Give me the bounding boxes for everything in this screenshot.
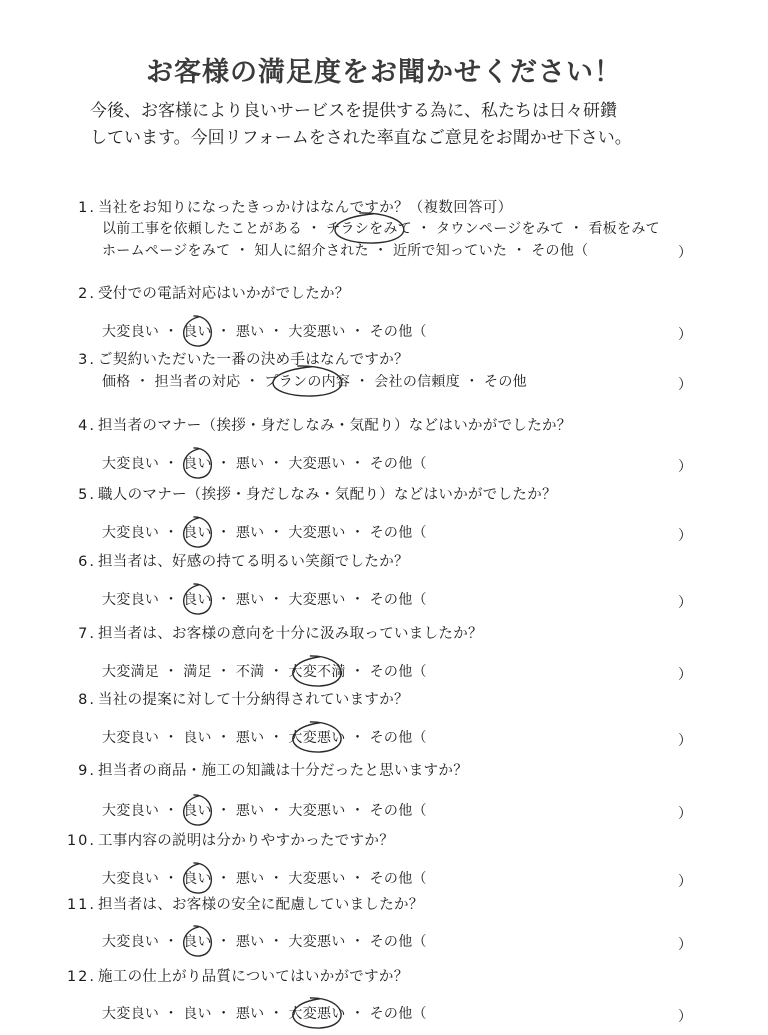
option-separator: ・ <box>164 803 179 819</box>
paren-close: ） <box>678 806 692 822</box>
question-number: 2. <box>78 286 96 302</box>
option-その他[interactable]: その他 <box>369 730 413 746</box>
option-separator: ・ <box>269 871 284 887</box>
option-row <box>102 321 427 341</box>
option-separator: ・ <box>350 730 365 746</box>
question-text: 受付での電話対応はいかがでしたか？ <box>98 286 350 302</box>
option-separator: ・ <box>164 525 179 541</box>
question-item <box>0 196 768 266</box>
option-その他[interactable]: その他 <box>369 664 413 680</box>
option-separator: ・ <box>216 803 231 819</box>
option-separator: ・ <box>164 730 179 746</box>
option-チラシをみて[interactable]: チラシをみて <box>326 221 413 237</box>
option-タウンページをみて[interactable]: タウンページをみて <box>436 221 565 237</box>
question-item <box>0 829 768 899</box>
option-大変良い[interactable]: 大変良い <box>102 324 160 340</box>
option-row <box>102 931 427 951</box>
paren-open: （ <box>412 525 427 541</box>
paren-open: （ <box>412 592 427 608</box>
option-近所で知っていた[interactable]: 近所で知っていた <box>392 243 508 259</box>
option-悪い[interactable]: 悪い <box>235 803 265 819</box>
option-row <box>102 218 660 238</box>
paren-close: ） <box>678 459 692 475</box>
option-separator: ・ <box>569 221 584 237</box>
option-大変良い[interactable]: 大変良い <box>102 456 160 472</box>
question-number: 9. <box>78 763 96 779</box>
option-良い[interactable]: 良い <box>183 456 212 472</box>
question-text: 職人のマナー（挨拶・身だしなみ・気配り）などはいかがでしたか？ <box>98 487 557 503</box>
option-その他[interactable]: その他 <box>531 243 575 259</box>
question-number: 4. <box>78 418 96 434</box>
page-title: お客様の満足度をお聞かせください！ <box>146 57 622 88</box>
option-良い[interactable]: 良い <box>183 324 212 340</box>
option-row <box>102 589 427 609</box>
option-separator: ・ <box>269 525 284 541</box>
option-separator: ・ <box>164 664 179 680</box>
paren-close: ） <box>678 245 692 261</box>
option-その他[interactable]: その他 <box>369 871 413 887</box>
option-row <box>102 240 588 260</box>
question-number: 6. <box>78 554 96 570</box>
option-看板をみて[interactable]: 看板をみて <box>588 221 660 237</box>
option-大変良い[interactable]: 大変良い <box>102 730 160 746</box>
option-良い[interactable]: 良い <box>183 934 212 950</box>
option-ホームページをみて[interactable]: ホームページをみて <box>102 243 231 259</box>
option-separator: ・ <box>464 374 480 390</box>
question-header <box>0 348 409 369</box>
paren-open: （ <box>412 871 427 887</box>
option-良い[interactable]: 良い <box>183 730 212 746</box>
option-大変満足[interactable]: 大変満足 <box>102 664 160 680</box>
option-row <box>102 1003 427 1023</box>
question-header <box>0 483 557 504</box>
option-separator: ・ <box>350 324 365 340</box>
option-separator: ・ <box>269 456 284 472</box>
option-大変不満[interactable]: 大変不満 <box>288 664 346 680</box>
option-大変悪い[interactable]: 大変悪い <box>288 934 346 950</box>
question-item <box>0 348 768 418</box>
question-item <box>0 622 768 692</box>
option-separator: ・ <box>350 803 365 819</box>
option-大変良い[interactable]: 大変良い <box>102 1006 160 1022</box>
option-大変悪い[interactable]: 大変悪い <box>288 730 346 746</box>
option-大変良い[interactable]: 大変良い <box>102 934 160 950</box>
option-良い[interactable]: 良い <box>183 525 212 541</box>
option-separator: ・ <box>245 374 260 390</box>
option-大変悪い[interactable]: 大変悪い <box>288 324 346 340</box>
question-text: 担当者の商品・施工の知識は十分だったと思いますか？ <box>98 763 468 779</box>
option-知人に紹介された[interactable]: 知人に紹介された <box>254 243 369 259</box>
option-その他[interactable]: その他 <box>369 1006 413 1022</box>
option-その他[interactable]: その他 <box>369 934 413 950</box>
paren-close: ） <box>678 595 692 611</box>
question-header <box>0 550 409 571</box>
option-プランの内容[interactable]: プランの内容 <box>264 374 351 390</box>
option-悪い[interactable]: 悪い <box>235 324 265 340</box>
question-text: 当社の提案に対して十分納得されていますか？ <box>98 692 409 708</box>
question-number: 8. <box>78 692 96 708</box>
question-item <box>0 965 768 1035</box>
option-separator: ・ <box>512 243 527 259</box>
option-悪い[interactable]: 悪い <box>235 1006 265 1022</box>
option-大変悪い[interactable]: 大変悪い <box>288 525 346 541</box>
option-separator: ・ <box>216 934 231 950</box>
option-separator: ・ <box>355 374 370 390</box>
option-良い[interactable]: 良い <box>183 871 212 887</box>
question-text: 施工の仕上がり品質についてはいかがですか？ <box>98 969 409 985</box>
question-text: 当社をお知りになったきっかけはなんですか？（複数回答可） <box>98 200 513 216</box>
option-separator: ・ <box>216 730 231 746</box>
option-separator: ・ <box>164 934 179 950</box>
question-text: 担当者は、好感の持てる明るい笑顔でしたか？ <box>98 554 409 570</box>
option-separator: ・ <box>216 324 231 340</box>
option-row <box>102 522 427 542</box>
option-その他[interactable]: その他 <box>369 803 413 819</box>
question-number: 3. <box>78 352 96 368</box>
option-大変良い[interactable]: 大変良い <box>102 803 160 819</box>
question-text: 担当者は、お客様の安全に配慮していましたか？ <box>98 897 424 913</box>
option-その他[interactable]: その他 <box>369 592 413 608</box>
paren-close: ） <box>678 874 692 890</box>
option-大変悪い[interactable]: 大変悪い <box>288 1006 346 1022</box>
option-separator: ・ <box>164 1006 179 1022</box>
paren-open: （ <box>412 803 427 819</box>
option-悪い[interactable]: 悪い <box>235 525 265 541</box>
option-separator: ・ <box>307 221 322 237</box>
option-separator: ・ <box>216 592 231 608</box>
option-separator: ・ <box>373 243 388 259</box>
option-separator: ・ <box>269 803 284 819</box>
option-separator: ・ <box>216 664 231 680</box>
option-separator: ・ <box>269 934 284 950</box>
option-separator: ・ <box>350 456 365 472</box>
paren-close: ） <box>678 733 692 749</box>
paren-close: ） <box>678 667 692 683</box>
question-item <box>0 688 768 758</box>
paren-open: （ <box>412 730 427 746</box>
option-その他[interactable]: その他 <box>369 525 413 541</box>
option-separator: ・ <box>235 243 250 259</box>
option-separator: ・ <box>164 324 179 340</box>
option-その他[interactable]: その他 <box>369 456 413 472</box>
question-header <box>0 688 409 709</box>
option-separator: ・ <box>216 456 231 472</box>
option-separator: ・ <box>416 221 432 237</box>
option-separator: ・ <box>269 1006 284 1022</box>
option-separator: ・ <box>350 1006 365 1022</box>
paren-open: （ <box>412 664 427 680</box>
option-separator: ・ <box>350 934 365 950</box>
question-text: 工事内容の説明は分かりやすかったですか？ <box>98 833 394 849</box>
question-number: 7. <box>78 626 96 642</box>
option-悪い[interactable]: 悪い <box>235 730 265 746</box>
question-header <box>0 893 424 914</box>
question-item <box>0 483 768 553</box>
paren-open: （ <box>412 1006 427 1022</box>
option-row <box>102 661 427 681</box>
question-item <box>0 550 768 620</box>
option-separator: ・ <box>164 456 179 472</box>
option-大変悪い[interactable]: 大変悪い <box>288 803 346 819</box>
option-会社の信頼度[interactable]: 会社の信頼度 <box>374 374 461 390</box>
intro-line: 今後、お客様により良いサービスを提供する為に、私たちは日々研鑽 <box>90 101 617 121</box>
question-header <box>0 622 483 643</box>
option-separator: ・ <box>216 871 231 887</box>
option-row <box>102 727 427 747</box>
option-separator: ・ <box>164 592 179 608</box>
question-header <box>0 414 572 435</box>
option-大変悪い[interactable]: 大変悪い <box>288 456 346 472</box>
paren-open: （ <box>412 456 427 472</box>
question-header <box>0 759 468 780</box>
question-number: 12. <box>66 969 96 985</box>
option-良い[interactable]: 良い <box>183 592 212 608</box>
option-大変悪い[interactable]: 大変悪い <box>288 871 346 887</box>
option-大変悪い[interactable]: 大変悪い <box>288 592 346 608</box>
option-row <box>102 868 427 888</box>
question-header <box>0 965 409 986</box>
question-text: 担当者は、お客様の意向を十分に汲み取っていましたか？ <box>98 626 483 642</box>
option-悪い[interactable]: 悪い <box>235 592 265 608</box>
question-number: 11. <box>66 897 96 913</box>
paren-close: ） <box>678 937 692 953</box>
option-row <box>102 453 427 473</box>
question-number: 5. <box>78 487 96 503</box>
option-separator: ・ <box>350 871 365 887</box>
option-良い[interactable]: 良い <box>183 1006 212 1022</box>
option-separator: ・ <box>350 525 365 541</box>
option-悪い[interactable]: 悪い <box>235 934 265 950</box>
option-separator: ・ <box>350 592 365 608</box>
option-大変良い[interactable]: 大変良い <box>102 525 160 541</box>
paren-close: ） <box>678 528 692 544</box>
option-separator: ・ <box>269 664 284 680</box>
option-満足[interactable]: 満足 <box>183 664 212 680</box>
option-価格[interactable]: 価格 <box>102 374 131 390</box>
option-row <box>102 800 427 820</box>
option-大変良い[interactable]: 大変良い <box>102 592 160 608</box>
question-text: 担当者のマナー（挨拶・身だしなみ・気配り）などはいかがでしたか？ <box>98 418 572 434</box>
question-text: ご契約いただいた一番の決め手はなんですか？ <box>98 352 409 368</box>
option-大変良い[interactable]: 大変良い <box>102 871 160 887</box>
paren-open: （ <box>574 243 589 259</box>
paren-open: （ <box>412 934 427 950</box>
option-separator: ・ <box>216 525 231 541</box>
option-separator: ・ <box>135 374 150 390</box>
intro-line: しています。今回リフォームをされた率直なご意見をお聞かせ下さい。 <box>90 128 632 148</box>
question-number: 10. <box>66 833 96 849</box>
question-item <box>0 282 768 352</box>
option-separator: ・ <box>269 592 284 608</box>
option-不満[interactable]: 不満 <box>235 664 265 680</box>
question-header <box>0 829 394 850</box>
option-separator: ・ <box>269 730 284 746</box>
option-separator: ・ <box>269 324 284 340</box>
paren-close: ） <box>678 377 692 393</box>
option-良い[interactable]: 良い <box>183 803 212 819</box>
question-item <box>0 414 768 484</box>
paren-open: （ <box>412 324 427 340</box>
question-header <box>0 282 350 303</box>
option-以前工事を依頼したことがある[interactable]: 以前工事を依頼したことがある <box>102 221 303 237</box>
option-row <box>102 371 527 391</box>
option-担当者の対応[interactable]: 担当者の対応 <box>154 374 241 390</box>
option-separator: ・ <box>216 1006 231 1022</box>
question-item <box>0 759 768 829</box>
question-number: 1. <box>78 200 96 216</box>
paren-close: ） <box>678 327 692 343</box>
option-その他[interactable]: その他 <box>484 374 527 390</box>
option-悪い[interactable]: 悪い <box>235 456 265 472</box>
option-悪い[interactable]: 悪い <box>235 871 265 887</box>
paren-close: ） <box>678 1009 692 1025</box>
option-separator: ・ <box>164 871 179 887</box>
option-その他[interactable]: その他 <box>369 324 413 340</box>
option-separator: ・ <box>350 664 365 680</box>
intro-text <box>90 98 730 152</box>
question-header <box>0 196 512 217</box>
question-item <box>0 893 768 963</box>
